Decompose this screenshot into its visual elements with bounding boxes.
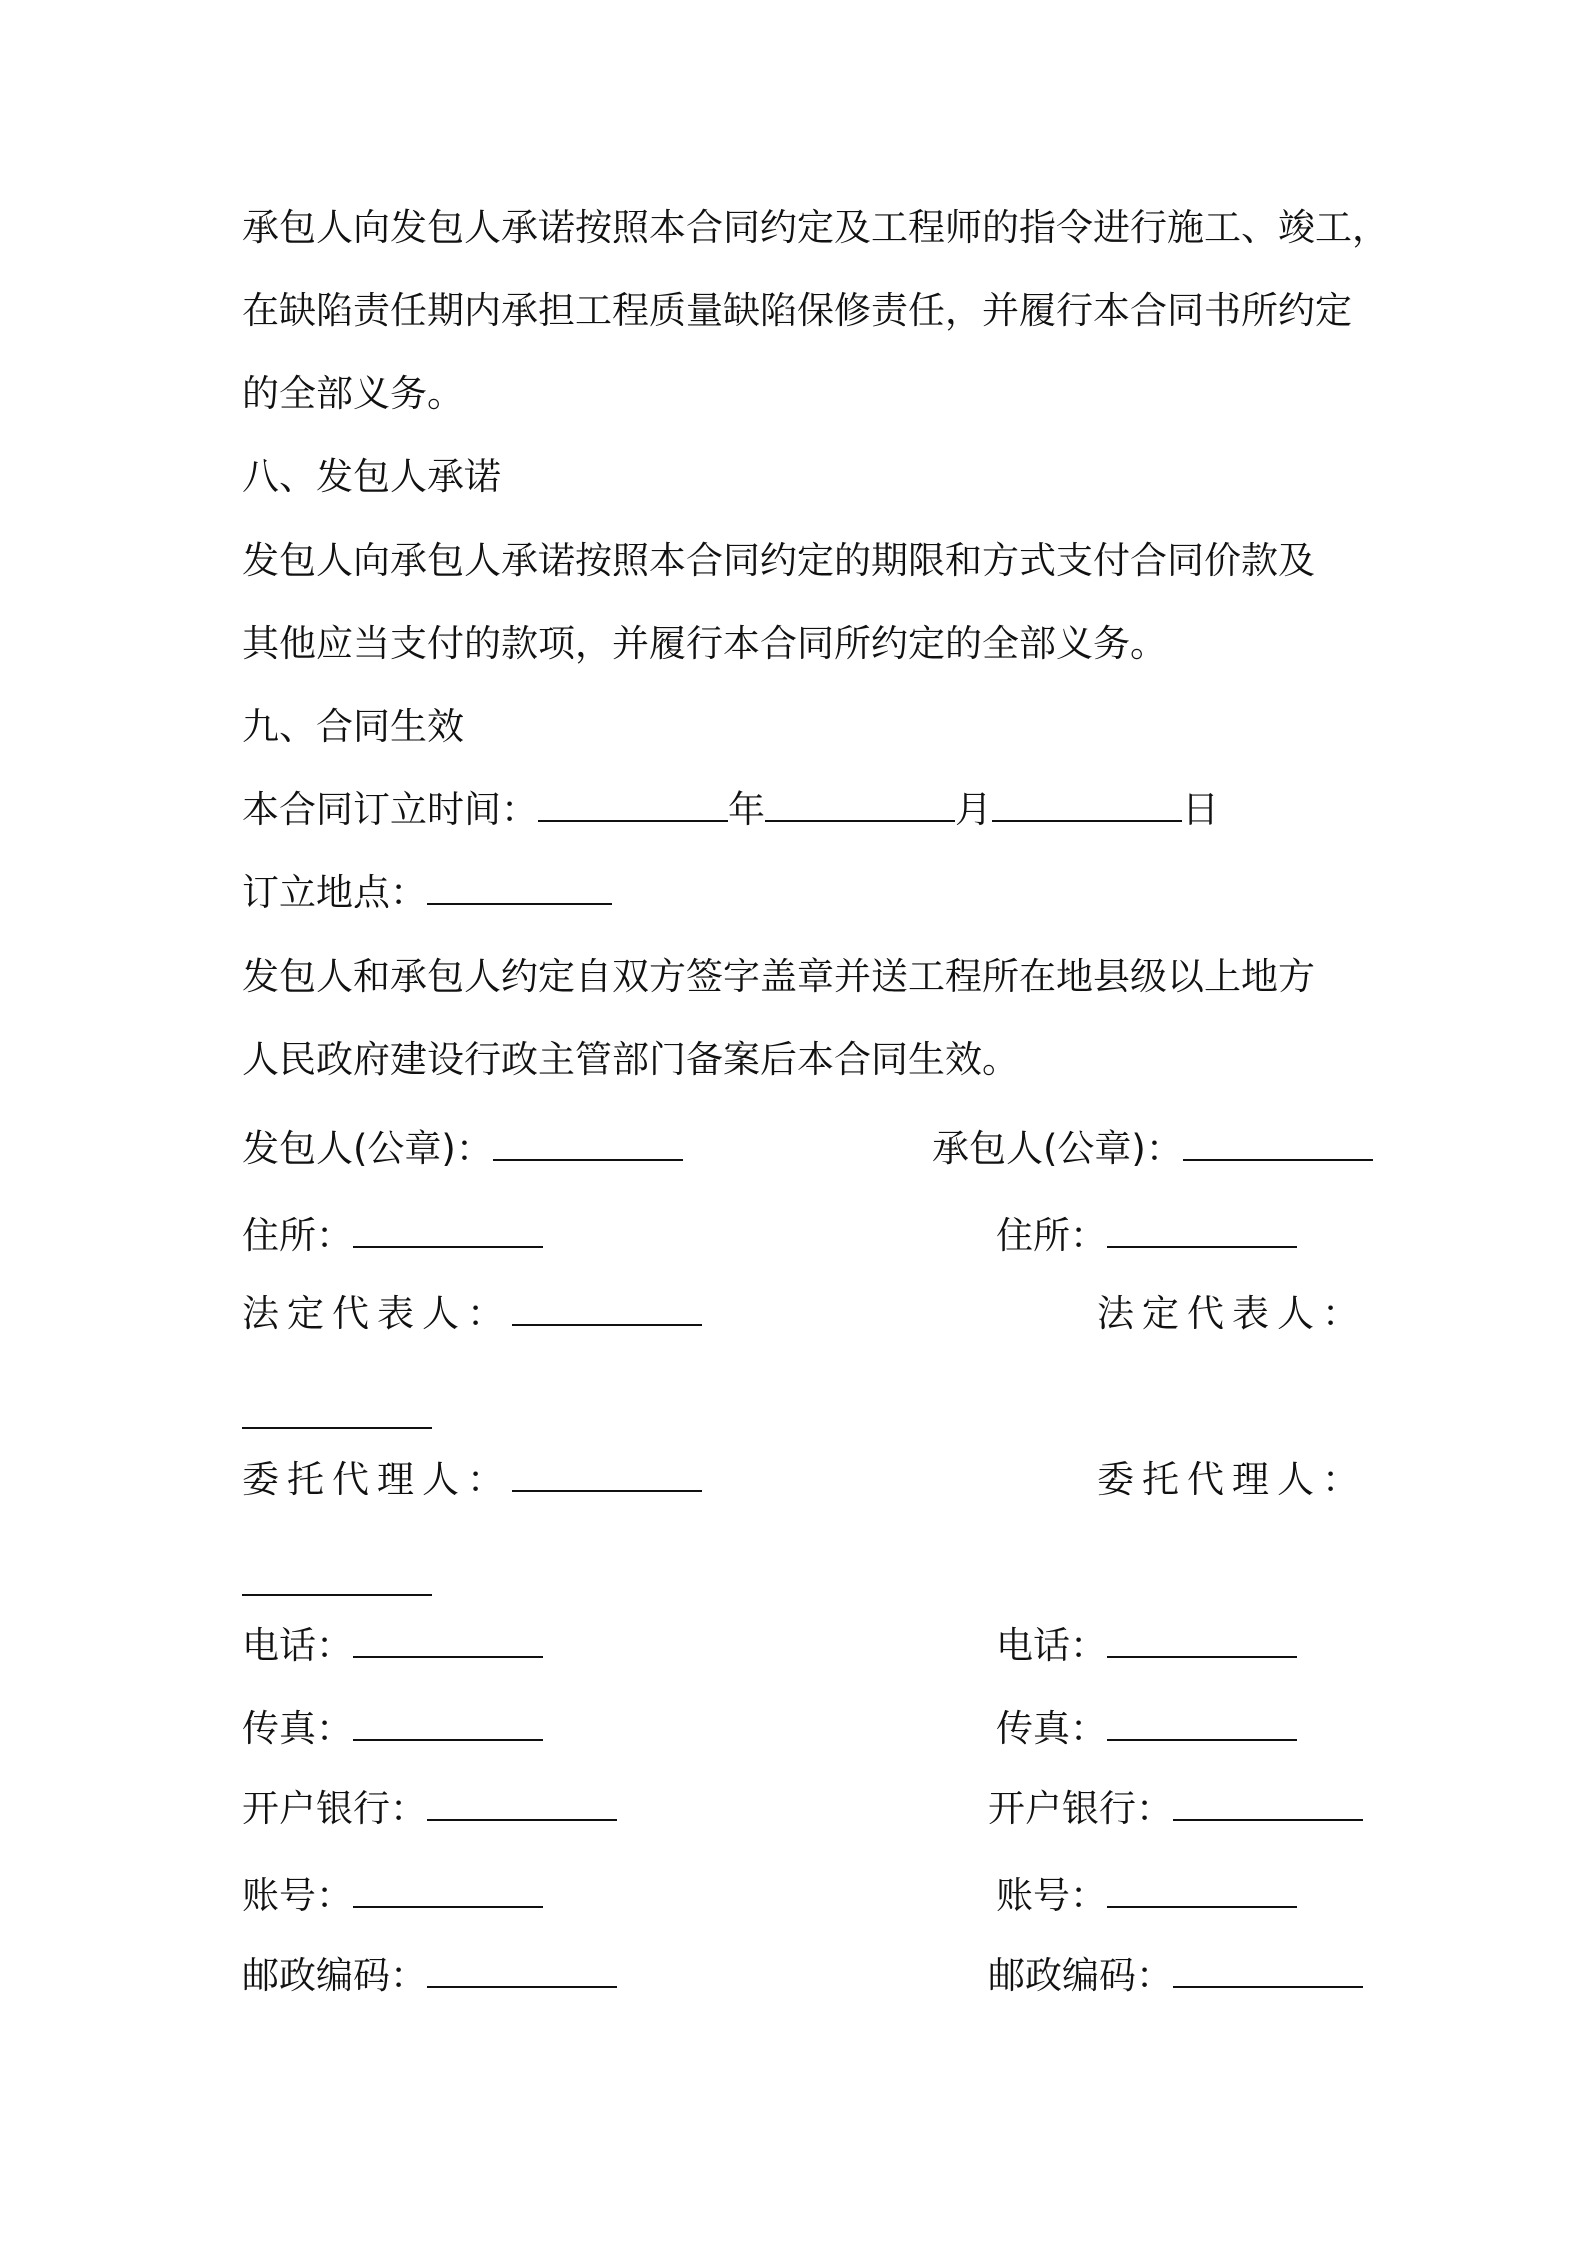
year-blank[interactable] — [538, 790, 728, 822]
employer-account-field — [242, 1873, 543, 1919]
contractor-postcode-label: 邮政编码： — [988, 1954, 1173, 1997]
employer-seal-label: 发包人(公章)： — [242, 1127, 493, 1170]
section-heading-employer-commitment: 八、发包人承诺 — [242, 455, 501, 498]
employer-postcode-label: 邮政编码： — [242, 1954, 427, 1997]
employer-agent-label: 委托代理人： — [242, 1458, 512, 1501]
day-blank[interactable] — [992, 790, 1182, 822]
employer-address-label: 住所： — [242, 1214, 353, 1257]
paragraph-effectiveness-line-1: 发包人和承包人约定自双方签字盖章并送工程所在地县级以上地方 — [242, 955, 1315, 998]
employer-postcode-blank[interactable] — [427, 1956, 617, 1988]
contractor-fax-blank[interactable] — [1107, 1709, 1297, 1741]
employer-legal-rep-continuation — [242, 1394, 432, 1440]
contractor-seal-label: 承包人(公章)： — [932, 1127, 1183, 1170]
employer-legal-rep-label: 法定代表人： — [242, 1292, 512, 1335]
contract-place-blank[interactable] — [427, 873, 612, 905]
month-blank[interactable] — [765, 790, 955, 822]
contract-place-label: 订立地点： — [242, 871, 427, 914]
employer-agent-continuation — [242, 1561, 432, 1607]
contract-place-line — [242, 870, 1372, 916]
day-label: 日 — [1182, 788, 1219, 831]
paragraph-contractor-commitment-line-1: 承包人向发包人承诺按照本合同约定及工程师的指令进行施工、竣工， — [242, 206, 1389, 249]
contract-date-line — [242, 787, 1372, 833]
contractor-account-label: 账号： — [996, 1874, 1107, 1917]
section-heading-contract-effect: 九、合同生效 — [242, 705, 464, 748]
contractor-fax-label: 传真： — [996, 1707, 1107, 1750]
contractor-address-label: 住所： — [996, 1214, 1107, 1257]
employer-agent-field — [242, 1457, 702, 1503]
contractor-postcode-blank[interactable] — [1173, 1956, 1363, 1988]
paragraph-effectiveness-line-2: 人民政府建设行政主管部门备案后本合同生效。 — [242, 1038, 1019, 1081]
paragraph-contractor-commitment-line-2: 在缺陷责任期内承担工程质量缺陷保修责任，并履行本合同书所约定 — [242, 289, 1352, 332]
contractor-address-field — [996, 1213, 1297, 1259]
employer-account-label: 账号： — [242, 1874, 353, 1917]
employer-fax-field — [242, 1706, 543, 1752]
employer-address-blank[interactable] — [353, 1216, 543, 1248]
employer-legal-rep-blank[interactable] — [512, 1294, 702, 1326]
contractor-account-field — [996, 1873, 1297, 1919]
contractor-bank-field — [988, 1786, 1363, 1832]
continuation-blank[interactable] — [242, 1564, 432, 1596]
contractor-bank-label: 开户银行： — [988, 1787, 1173, 1830]
employer-phone-blank[interactable] — [353, 1626, 543, 1658]
employer-phone-field — [242, 1623, 543, 1669]
contractor-seal-blank[interactable] — [1183, 1129, 1373, 1161]
contract-date-label: 本合同订立时间： — [242, 788, 538, 831]
employer-address-field — [242, 1213, 543, 1259]
contractor-address-blank[interactable] — [1107, 1216, 1297, 1248]
contractor-agent-label: 委托代理人： — [1097, 1458, 1367, 1501]
contractor-phone-label: 电话： — [996, 1624, 1107, 1667]
contractor-account-blank[interactable] — [1107, 1876, 1297, 1908]
employer-seal-blank[interactable] — [493, 1129, 683, 1161]
contractor-phone-blank[interactable] — [1107, 1626, 1297, 1658]
paragraph-employer-commitment-line-1: 发包人向承包人承诺按照本合同约定的期限和方式支付合同价款及 — [242, 539, 1315, 582]
month-label: 月 — [955, 788, 992, 831]
employer-fax-label: 传真： — [242, 1707, 353, 1750]
contractor-agent-field — [1097, 1457, 1367, 1503]
employer-seal-field — [242, 1126, 683, 1172]
employer-agent-blank[interactable] — [512, 1460, 702, 1492]
employer-postcode-field — [242, 1953, 617, 1999]
employer-fax-blank[interactable] — [353, 1709, 543, 1741]
contractor-bank-blank[interactable] — [1173, 1789, 1363, 1821]
employer-phone-label: 电话： — [242, 1624, 353, 1667]
employer-legal-rep-field — [242, 1291, 702, 1337]
continuation-blank[interactable] — [242, 1397, 432, 1429]
contractor-fax-field — [996, 1706, 1297, 1752]
contractor-postcode-field — [988, 1953, 1363, 1999]
employer-account-blank[interactable] — [353, 1876, 543, 1908]
contractor-legal-rep-label: 法定代表人： — [1097, 1292, 1367, 1335]
contractor-phone-field — [996, 1623, 1297, 1669]
employer-bank-field — [242, 1786, 617, 1832]
paragraph-employer-commitment-line-2: 其他应当支付的款项，并履行本合同所约定的全部义务。 — [242, 622, 1167, 665]
paragraph-contractor-commitment-line-3: 的全部义务。 — [242, 372, 464, 415]
year-label: 年 — [728, 788, 765, 831]
employer-bank-label: 开户银行： — [242, 1787, 427, 1830]
contractor-legal-rep-field — [1097, 1291, 1367, 1337]
employer-bank-blank[interactable] — [427, 1789, 617, 1821]
contractor-seal-field — [932, 1126, 1373, 1172]
